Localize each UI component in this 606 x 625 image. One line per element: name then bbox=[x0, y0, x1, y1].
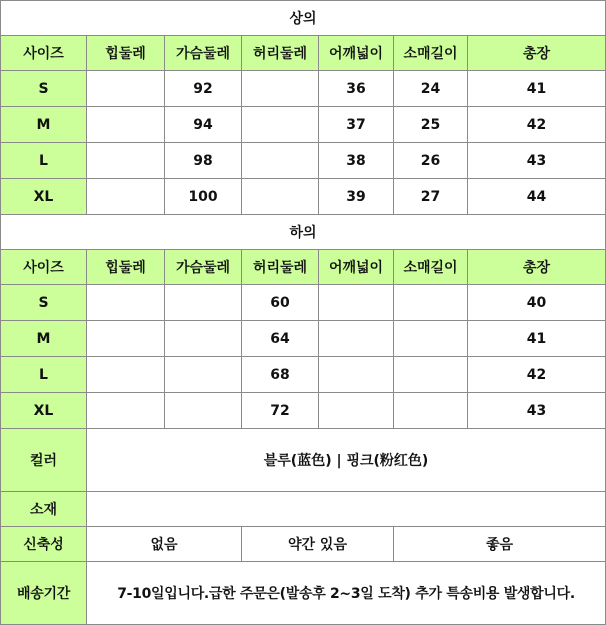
top-title-row bbox=[1, 1, 606, 36]
size-cell: L bbox=[1, 143, 87, 179]
sleeve-cell: 27 bbox=[394, 179, 468, 215]
waist-cell: 68 bbox=[242, 357, 319, 393]
waist-cell: 60 bbox=[242, 285, 319, 321]
table-row bbox=[1, 393, 606, 429]
header-size: 사이즈 bbox=[1, 36, 87, 71]
header-chest: 가슴둘레 bbox=[165, 250, 242, 285]
color-value: 블루(蓝色) | 핑크(粉红色) bbox=[87, 429, 606, 492]
chest-cell: 94 bbox=[165, 107, 242, 143]
length-cell: 40 bbox=[468, 285, 606, 321]
length-cell: 42 bbox=[468, 357, 606, 393]
header-shoulder: 어깨넓이 bbox=[319, 250, 394, 285]
waist-cell: 64 bbox=[242, 321, 319, 357]
stretch-option-none: 없음 bbox=[87, 527, 242, 562]
stretch-option-good: 좋음 bbox=[394, 527, 606, 562]
shipping-row bbox=[1, 562, 606, 625]
shoulder-cell bbox=[319, 285, 394, 321]
hip-cell bbox=[87, 357, 165, 393]
header-hip: 힙둘레 bbox=[87, 36, 165, 71]
shoulder-cell bbox=[319, 357, 394, 393]
material-row bbox=[1, 492, 606, 527]
header-sleeve: 소매길이 bbox=[394, 36, 468, 71]
shoulder-cell: 36 bbox=[319, 71, 394, 107]
waist-cell: 72 bbox=[242, 393, 319, 429]
size-cell: XL bbox=[1, 393, 87, 429]
chest-cell: 100 bbox=[165, 179, 242, 215]
length-cell: 43 bbox=[468, 143, 606, 179]
top-section-title: 상의 bbox=[1, 1, 606, 36]
hip-cell bbox=[87, 393, 165, 429]
stretch-label: 신축성 bbox=[1, 527, 87, 562]
header-sleeve: 소매길이 bbox=[394, 250, 468, 285]
size-cell: L bbox=[1, 357, 87, 393]
hip-cell bbox=[87, 179, 165, 215]
header-size: 사이즈 bbox=[1, 250, 87, 285]
shipping-value: 7-10일입니다.급한 주문은(발송후 2~3일 도착) 추가 특송비용 발생합니다. bbox=[87, 562, 606, 625]
waist-cell bbox=[242, 143, 319, 179]
sleeve-cell bbox=[394, 285, 468, 321]
material-label: 소재 bbox=[1, 492, 87, 527]
length-cell: 41 bbox=[468, 71, 606, 107]
chest-cell bbox=[165, 393, 242, 429]
hip-cell bbox=[87, 107, 165, 143]
chest-cell bbox=[165, 357, 242, 393]
sleeve-cell bbox=[394, 357, 468, 393]
chest-cell: 98 bbox=[165, 143, 242, 179]
header-shoulder: 어깨넓이 bbox=[319, 36, 394, 71]
size-cell: M bbox=[1, 107, 87, 143]
color-row bbox=[1, 429, 606, 492]
bottom-header-row bbox=[1, 250, 606, 285]
header-waist: 허리둘레 bbox=[242, 36, 319, 71]
shoulder-cell bbox=[319, 321, 394, 357]
header-waist: 허리둘레 bbox=[242, 250, 319, 285]
chest-cell bbox=[165, 285, 242, 321]
sleeve-cell: 26 bbox=[394, 143, 468, 179]
sleeve-cell bbox=[394, 393, 468, 429]
shoulder-cell bbox=[319, 393, 394, 429]
header-length: 총장 bbox=[468, 36, 606, 71]
header-chest: 가슴둘레 bbox=[165, 36, 242, 71]
sleeve-cell: 25 bbox=[394, 107, 468, 143]
stretch-option-slight: 약간 있음 bbox=[242, 527, 394, 562]
header-length: 총장 bbox=[468, 250, 606, 285]
hip-cell bbox=[87, 143, 165, 179]
color-label: 컬러 bbox=[1, 429, 87, 492]
top-header-row bbox=[1, 36, 606, 71]
bottom-title-row bbox=[1, 215, 606, 250]
material-value bbox=[87, 492, 606, 527]
table-row bbox=[1, 107, 606, 143]
size-cell: S bbox=[1, 71, 87, 107]
table-row bbox=[1, 71, 606, 107]
chest-cell: 92 bbox=[165, 71, 242, 107]
size-cell: XL bbox=[1, 179, 87, 215]
length-cell: 41 bbox=[468, 321, 606, 357]
waist-cell bbox=[242, 179, 319, 215]
table-row bbox=[1, 321, 606, 357]
length-cell: 42 bbox=[468, 107, 606, 143]
table-row bbox=[1, 357, 606, 393]
hip-cell bbox=[87, 321, 165, 357]
table-row bbox=[1, 143, 606, 179]
shoulder-cell: 39 bbox=[319, 179, 394, 215]
sleeve-cell: 24 bbox=[394, 71, 468, 107]
header-hip: 힙둘레 bbox=[87, 250, 165, 285]
hip-cell bbox=[87, 71, 165, 107]
hip-cell bbox=[87, 285, 165, 321]
waist-cell bbox=[242, 71, 319, 107]
size-cell: S bbox=[1, 285, 87, 321]
shoulder-cell: 37 bbox=[319, 107, 394, 143]
stretch-row bbox=[1, 527, 606, 562]
shipping-label: 배송기간 bbox=[1, 562, 87, 625]
table-row bbox=[1, 285, 606, 321]
sleeve-cell bbox=[394, 321, 468, 357]
table-row bbox=[1, 179, 606, 215]
shoulder-cell: 38 bbox=[319, 143, 394, 179]
length-cell: 43 bbox=[468, 393, 606, 429]
waist-cell bbox=[242, 107, 319, 143]
bottom-section-title: 하의 bbox=[1, 215, 606, 250]
chest-cell bbox=[165, 321, 242, 357]
size-cell: M bbox=[1, 321, 87, 357]
length-cell: 44 bbox=[468, 179, 606, 215]
